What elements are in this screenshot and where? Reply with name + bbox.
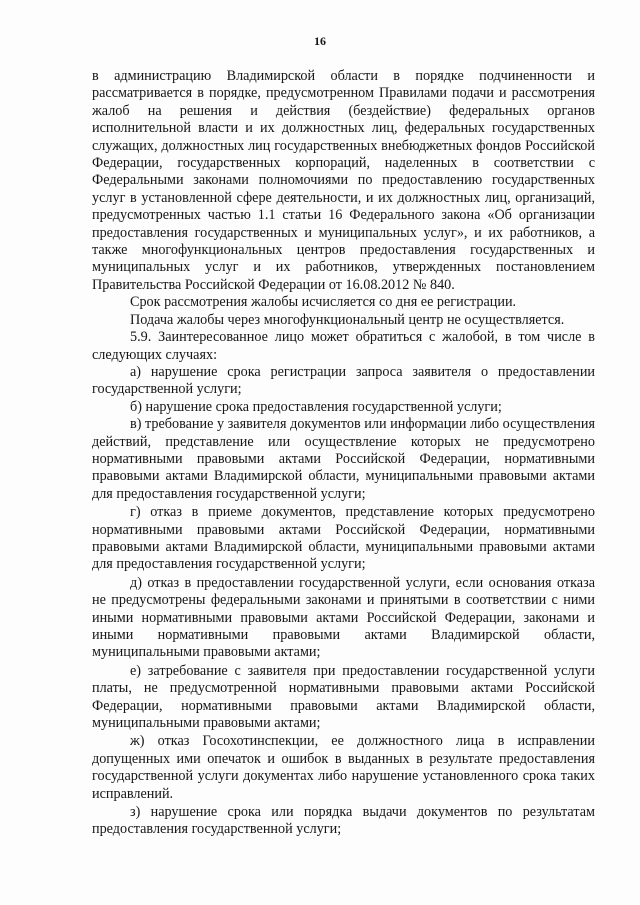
list-item-v: в) требование у заявителя документов или информации либо осуществления действий, представление или осуществление которых не предусмотрено нормативными правовыми актами Российской Федерации, нормативными правовыми актами Владимирской области, муниципальными правовыми актами для предоставления государственной услуги; [92,416,595,502]
page-number: 16 [314,34,326,48]
list-item-z: з) нарушение срока или порядка выдачи документов по результатам предоставления государственной услуги; [92,804,595,838]
document-body [92,68,595,839]
list-item-e: е) затребование с заявителя при предоставлении государственной услуги платы, не предусмотренной нормативными правовыми актами Российской Федерации, нормативными правовыми актами Владимирской области, муниципальными правовыми актами; [92,662,595,732]
list-item-g: г) отказ в приеме документов, представление которых предусмотрено нормативными правовыми актами Российской Федерации, нормативными правовыми актами Владимирской области, муниципальными правовыми актами для предоставления государственной услуги; [92,504,595,573]
list-item-d: д) отказ в предоставлении государственной услуги, если основания отказа не предусмотрены федеральными законами и принятыми в соответствии с ними иными нормативными правовыми актами Российской Федерации, законами и иными нормативными правовыми актами Владимирской области, муниципальными правовыми актами; [92,574,595,661]
paragraph-section-5-9: 5.9. Заинтересованное лицо может обратиться с жалобой, в том числе в следующих случаях: [92,329,595,363]
paragraph-complaint-procedure: в администрацию Владимирской области в порядке подчиненности и рассматривается в порядке, предусмотренном Правилами подачи и рассмотрения жалоб на решения и действия (бездействие) федеральных органов исполнительной власти и их должностных лиц, федеральных государственных служащих, должностных лиц государственных внебюджетных фондов Российской Федерации, государственных корпораций, наделенных в соответствии с Федеральными законами полномочиями по предоставлению государственных услуг в установленной сфере деятельности, и их должностных лиц, организаций, предусмотренных частью 1.1 статьи 16 Федерального закона «Об организации предоставления государственных и муниципальных услуг», и их работников, а также многофункциональных центров предоставления государственных и муниципальных услуг и их работников, утвержденных постановлением Правительства Российской Федерации от 16.08.2012 № 840. [92,68,595,293]
paragraph-mfc-submission: Подача жалобы через многофункциональный центр не осуществляется. [130,311,565,328]
list-item-b: б) нарушение срока предоставления государственной услуги; [130,398,502,415]
paragraph-review-term: Срок рассмотрения жалобы исчисляется со дня ее регистрации. [130,294,517,311]
list-item-a: а) нарушение срока регистрации запроса заявителя о предоставлении государственной услуги; [92,363,595,398]
list-item-zh: ж) отказ Госохотинспекции, ее должностного лица в исправлении допущенных ими опечаток и ошибок в выданных в результате предоставления государственной услуги документах либо нарушение установленного срока таких исправлений. [92,733,595,802]
